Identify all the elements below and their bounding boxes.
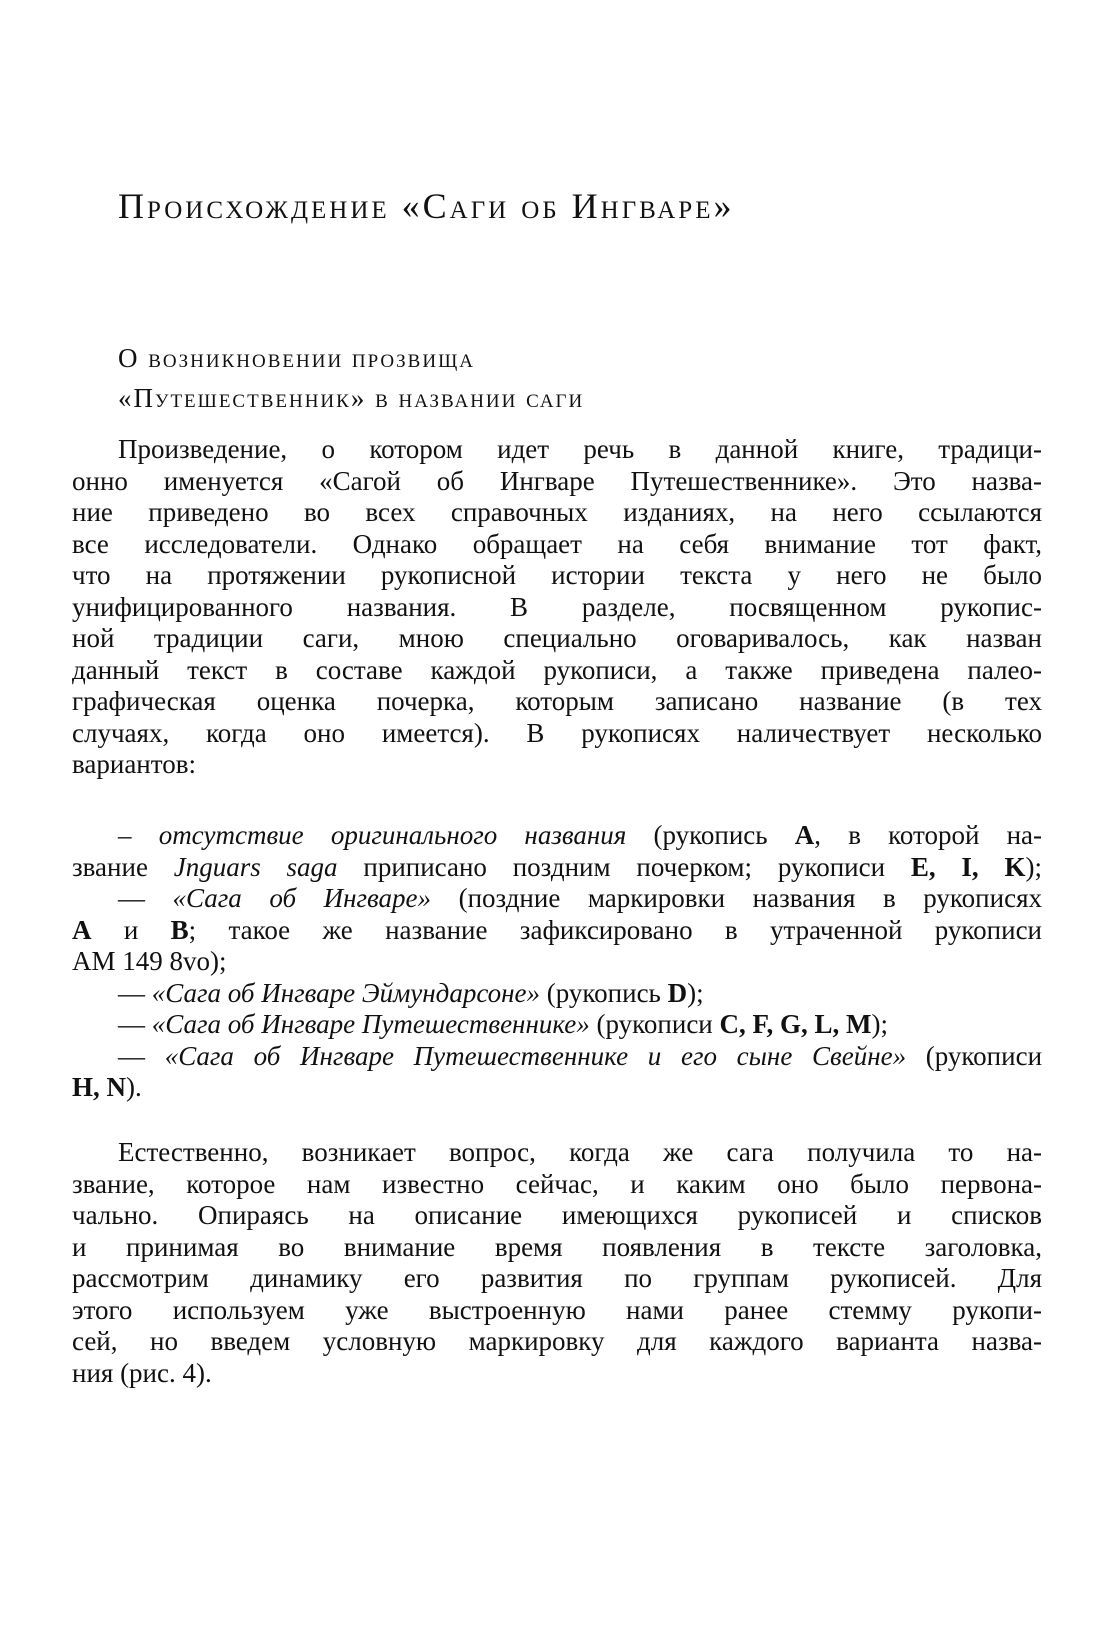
text-line: все исследователи. Однако обращает на себя внимание тот факт, <box>72 528 1042 559</box>
variant-title: «Сага об Ингваре Путешественнике» <box>151 1009 590 1039</box>
text-line: данный текст в составе каждой рукописи, а также приведена палео- <box>72 654 1042 685</box>
manuscript-siglum: E, I, K <box>910 851 1026 882</box>
variant-title: Jnguars saga <box>173 851 338 882</box>
variant-item: — «Сага об Ингваре» (поздние маркировки названия в рукописях <box>118 883 1042 913</box>
variants-list <box>72 820 1042 1104</box>
variant-item-continued: H, N). <box>72 1072 142 1102</box>
text-line: чально. Опираясь на описание имеющихся рукописей и списков <box>72 1200 1042 1230</box>
paragraph-intro <box>72 434 1042 781</box>
variant-title: «Сага об Ингваре» <box>172 883 432 913</box>
text-line: графическая оценка почерка, которым записано название (в тех <box>72 686 1042 716</box>
text-line: этого используем уже выстроенную нами ранее стемму рукопи- <box>72 1294 1042 1325</box>
section-title <box>118 338 998 418</box>
chapter-title: Происхождение «Саги об Ингваре» <box>118 186 735 226</box>
text-line: и принимая во внимание время появления в тексте заголовка, <box>72 1231 1042 1262</box>
text-line: ной традиции саги, мною специально оговаривалось, как назван <box>72 623 1042 653</box>
manuscript-siglum: A <box>72 914 92 945</box>
variant-item-continued: звание Jnguars saga приписано поздним почерком; рукописи E, I, K); <box>72 851 1042 882</box>
variant-item-continued: AM 149 8vo); <box>72 946 227 976</box>
variant-title: отсутствие оригинального названия <box>158 820 627 850</box>
text-line: что на протяжении рукописной истории текста у него не было <box>72 560 1042 590</box>
manuscript-siglum: A <box>794 820 815 850</box>
variant-title: «Сага об Ингваре Эймундарсоне» <box>151 977 541 1008</box>
text-line: Произведение, о котором идет речь в данной книге, традици- <box>118 434 1042 464</box>
text-line: звание, которое нам известно сейчас, и каким оно было первона- <box>72 1168 1042 1199</box>
text-line: вариантов: <box>72 749 196 779</box>
variant-item: — «Сага об Ингваре Путешественнике и его сыне Свейне» (рукописи <box>118 1040 1043 1071</box>
section-title-line: О возникновении прозвища <box>118 343 475 373</box>
text-line: ния (рис. 4). <box>72 1357 212 1388</box>
text-line: ние приведено во всех справочных изданиях, на него ссылаются <box>72 497 1042 527</box>
manuscript-siglum: H, N <box>72 1072 126 1102</box>
text-line: сей, но введем условную маркировку для каждого варианта назва- <box>72 1326 1042 1356</box>
section-title-line: «Путешественник» в названии саги <box>118 383 585 413</box>
variant-item-continued: A и B; такое же название зафиксировано в утраченной рукописи <box>72 914 1042 945</box>
manuscript-siglum: B <box>170 914 189 945</box>
text-line: онно именуется «Сагой об Ингваре Путешественнике». Это назва- <box>72 465 1042 496</box>
text-line: рассмотрим динамику его развития по группам рукописей. Для <box>72 1263 1042 1293</box>
paragraph-conclusion <box>72 1137 1042 1389</box>
manuscript-siglum: D <box>667 977 688 1008</box>
variant-title: «Сага об Ингваре Путешественнике и его сыне Свейне» <box>164 1040 907 1071</box>
variant-item: — «Сага об Ингваре Путешественнике» (рукописи C, F, G, L, M); <box>118 1009 889 1039</box>
text-line: унифицированного названия. В разделе, посвященном рукопис- <box>72 591 1042 622</box>
manuscript-siglum: C, F, G, L, M <box>719 1009 872 1039</box>
text-line: случаях, когда оно имеется). В рукописях наличествует несколько <box>72 717 1042 748</box>
text-line: Естественно, возникает вопрос, когда же сага получила то на- <box>118 1137 1042 1167</box>
variant-item: – отсутствие оригинального названия (рукопись A, в которой на- <box>118 820 1043 850</box>
variant-item: — «Сага об Ингваре Эймундарсоне» (рукопись D); <box>118 977 704 1008</box>
